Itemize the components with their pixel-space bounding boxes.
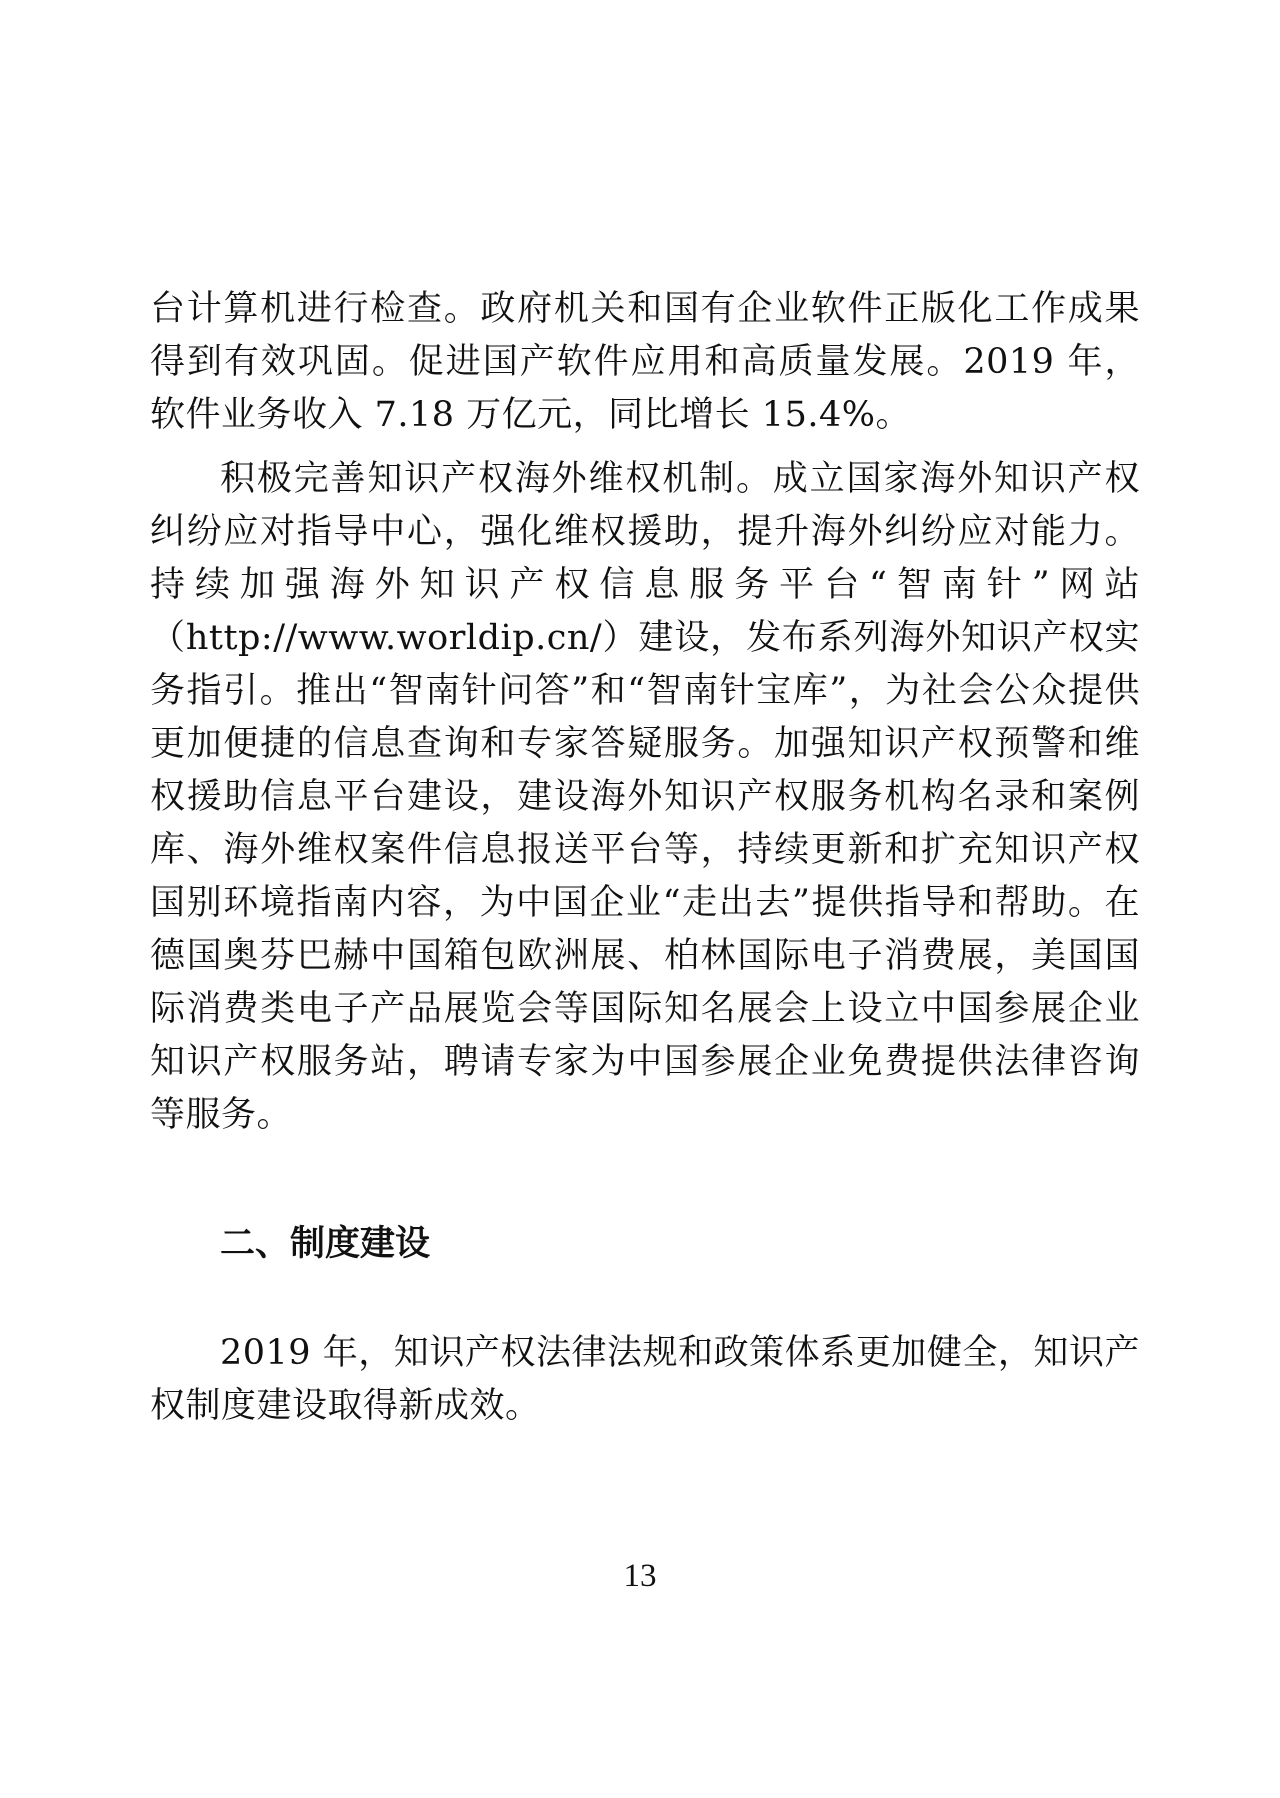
paragraph-overseas-ip-protection: 积极完善知识产权海外维权机制。成立国家海外知识产权纠纷应对指导中心，强化维权援助，提升海外纠纷应对能力。持续加强海外知识产权信息服务平台“智南针”网站（http://www.worldip.cn/）建设，发布系列海外知识产权实务指引。推出“智南针问答”和“智南针宝库”，为社会公众提供更加便捷的信息查询和专家答疑服务。加强知识产权预警和维权援助信息平台建设，建设海外知识产权服务机构名录和案例库、海外维权案件信息报送平台等，持续更新和扩充知识产权国别环境指南内容，为中国企业“走出去”提供指导和帮助。在德国奥芬巴赫中国箱包欧洲展、柏林国际电子消费展，美国国际消费类电子产品展览会等国际知名展会上设立中国参展企业知识产权服务站，聘请专家为中国参展企业免费提供法律咨询等服务。 — [150, 459, 1140, 1135]
section-heading-institutional-building: 二、制度建设 — [220, 1224, 431, 1264]
page-number: 13 — [623, 1558, 657, 1594]
paragraph-software-revenue: 台计算机进行检查。政府机关和国有企业软件正版化工作成果得到有效巩固。促进国产软件应用和高质量发展。2019 年，软件业务收入 7.18 万亿元，同比增长 15.4%。 — [150, 289, 1140, 435]
paragraph-legal-framework: 2019 年，知识产权法律法规和政策体系更加健全，知识产权制度建设取得新成效。 — [150, 1333, 1140, 1426]
